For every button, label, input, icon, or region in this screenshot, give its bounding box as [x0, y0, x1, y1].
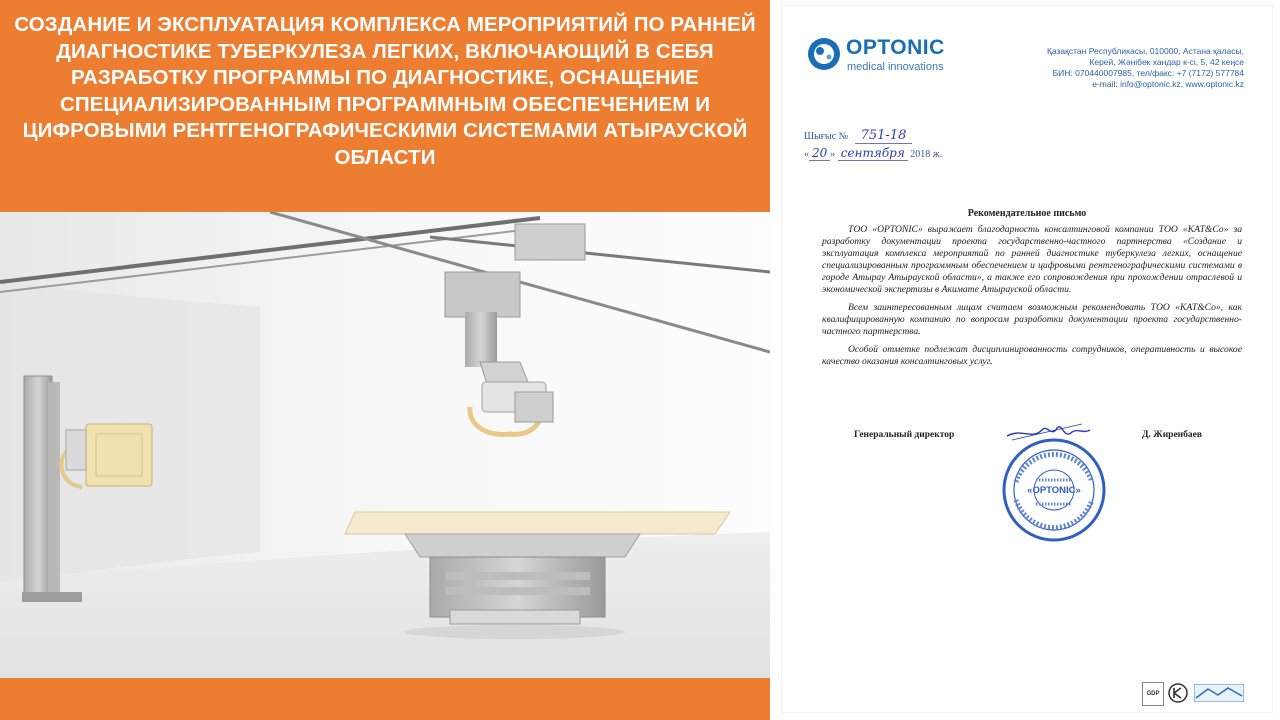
- address-line: Қазақстан Республикасы, 010000, Астана қаласы,: [1046, 46, 1244, 56]
- company-stamp: [1000, 436, 1108, 544]
- outgoing-label: Шығыс №: [804, 131, 849, 142]
- optonic-logo: [806, 36, 966, 88]
- recommendation-letter: [782, 6, 1272, 712]
- date-year: 2018 ж.: [910, 149, 943, 160]
- logo-subtitle: medical innovations: [847, 61, 944, 73]
- letter-body: [822, 224, 1242, 374]
- date-month: сентября: [838, 146, 908, 161]
- xray-room-photo: [0, 212, 770, 678]
- company-address: [984, 46, 1244, 90]
- title-banner: [0, 0, 770, 212]
- signatory-position: Генеральный директор: [854, 430, 955, 440]
- logo-name: OPTONIC: [846, 36, 945, 59]
- xray-system-illustration: [0, 212, 770, 678]
- certification-icon: [1168, 683, 1188, 703]
- address-line: БИН: 070440007985, тел/факс: +7 (7172) 577784: [1052, 68, 1244, 78]
- gdp-badge: GDP: [1142, 682, 1164, 706]
- address-line: Керей, Жәнібек хандар к-сі, 5, 42 кеңсе: [1089, 57, 1244, 67]
- certification-badges: [782, 682, 1272, 706]
- letter-paragraph: Особой отметке подлежат дисциплинированность сотрудников, оперативность и высокое качество оказания консалтинговых услуг.: [822, 344, 1242, 367]
- letter-date: « 20 » сентября 2018 ж.: [804, 146, 943, 160]
- letter-paragraph: Всем заинтересованным лицам считаем возможным рекомендовать ТОО «KAT&Co», как квалифицированную компанию по вопросам разработки документации проекта государственно-частного партнерства.: [822, 302, 1242, 337]
- stamp-company-name: «OPTONIC»: [1027, 485, 1081, 496]
- outgoing-number: [804, 128, 912, 143]
- bottom-accent-bar: [0, 678, 770, 720]
- signatory-name: Д. Жиренбаев: [1142, 430, 1202, 440]
- letter-title: Рекомендательное письмо: [967, 208, 1087, 219]
- date-day: 20: [809, 146, 830, 161]
- letter-paragraph: ТОО «OPTONIC» выражает благодарность консалтинговой компании ТОО «KAT&Co» за разработку документации проекта государственно-частного партнерства «Создание и эксплуатация комплекса мероприятий по ранней диагностике туберкулеза легких, оснащение специализированным программным обеспечением и цифровыми рентгенографическими системами в городе Атырау Атырауской области», а также его сопровождения при прохождении отраслевой и экономической экспертизы в Акимате Атырауской области.: [822, 224, 1242, 295]
- partner-logo-icon: [1194, 684, 1244, 702]
- outgoing-number-value: 751-18: [855, 128, 913, 144]
- optonic-logo-icon: [806, 36, 842, 72]
- address-line: e-mail: info@optonic.kz, www.optonic.kz: [1092, 79, 1244, 89]
- slide-title: СОЗДАНИЕ И ЭКСПЛУАТАЦИЯ КОМПЛЕКСА МЕРОПРИЯТИЙ ПО РАННЕЙ ДИАГНОСТИКЕ ТУБЕРКУЛЕЗА ЛЕГКИХ, ВКЛЮЧАЮЩИЙ В СЕБЯ РАЗРАБОТКУ ПРОГРАММЫ ПО ДИАГНОСТИКЕ, ОСНАЩЕНИЕ СПЕЦИАЛИЗИРОВАННЫМ ПРОГРАММНЫМ ОБЕСПЕЧЕНИЕМ И ЦИФРОВЫМИ РЕНТГЕНОГРАФИЧЕСКИМИ СИСТЕМАМИ АТЫРАУСКОЙ ОБЛАСТИ: [14, 13, 756, 169]
